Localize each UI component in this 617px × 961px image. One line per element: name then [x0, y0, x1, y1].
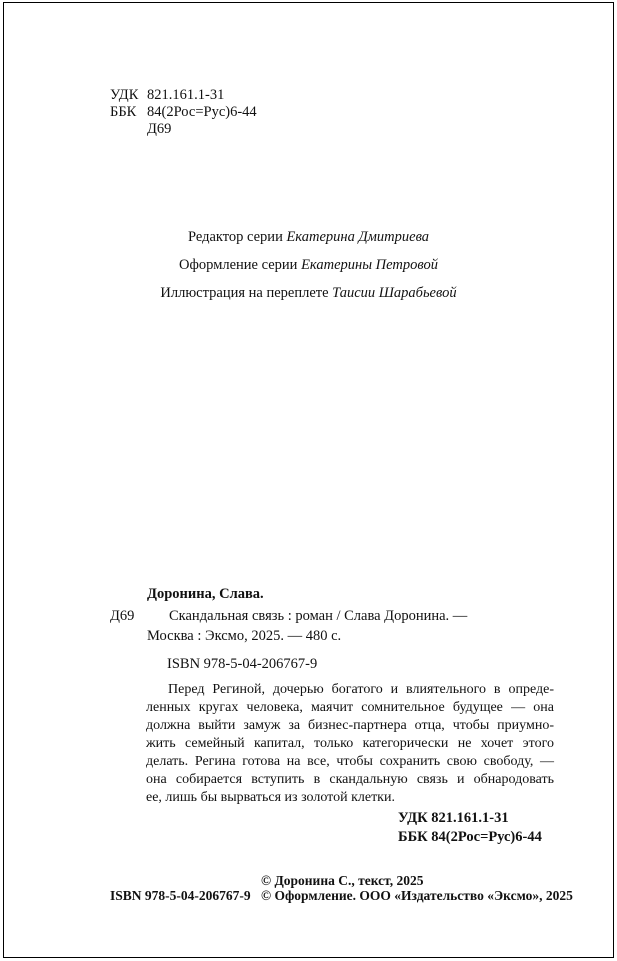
- record-title-line1: Скандальная связь : роман / Слава Доронина. —: [169, 608, 468, 624]
- copyright-text: © Доронина С., текст, 2025: [261, 873, 424, 888]
- record-udk: УДК 821.161.1-31: [398, 810, 509, 826]
- record-mark: Д69: [110, 608, 135, 624]
- annotation-line: Перед Региной, дочерью богатого и влиятельного в опреде-: [168, 682, 554, 697]
- annotation-line: ее, лишь бы вырваться из золотой клетки.: [146, 790, 395, 805]
- credit-illustration: Иллюстрация на переплете Таисии Шарабьевой: [160, 285, 457, 301]
- credit-editor: Редактор серии Екатерина Дмитриева: [187, 229, 430, 245]
- record-isbn: ISBN 978-5-04-206767-9: [167, 656, 318, 672]
- bbk-top: ББК 84(2Рос=Рус)6-44: [110, 104, 257, 120]
- record-bbk: ББК 84(2Рос=Рус)6-44: [398, 829, 542, 845]
- copyright-design: © Оформление. ООО «Издательство «Эксмо», 2025: [261, 888, 573, 903]
- record-title-line2: Москва : Эксмо, 2025. — 480 с.: [147, 628, 342, 644]
- credit-design: Оформление серии Екатерины Петровой: [179, 257, 438, 273]
- annotation-line: делать. Регина готова на все, чтобы сохранить свою свободу, —: [146, 754, 554, 769]
- author-mark-top: Д69: [147, 121, 172, 137]
- record-author: Доронина, Слава.: [147, 586, 264, 602]
- annotation: [146, 681, 554, 807]
- annotation-line: должна выйти замуж за бизнес-партнера отца, чтобы приумно-: [146, 718, 554, 733]
- annotation-line: ленных кругах человека, маячит сомнительное будущее — она: [146, 700, 554, 715]
- annotation-line: жить семейный капитал, только категорически не хочет этого: [146, 736, 554, 751]
- footer-isbn: ISBN 978-5-04-206767-9: [110, 888, 251, 903]
- annotation-line: она собирается вступить в скандальную связь и обнародовать: [146, 772, 554, 787]
- page-border: [3, 2, 614, 958]
- udk-top: УДК 821.161.1-31: [110, 87, 225, 103]
